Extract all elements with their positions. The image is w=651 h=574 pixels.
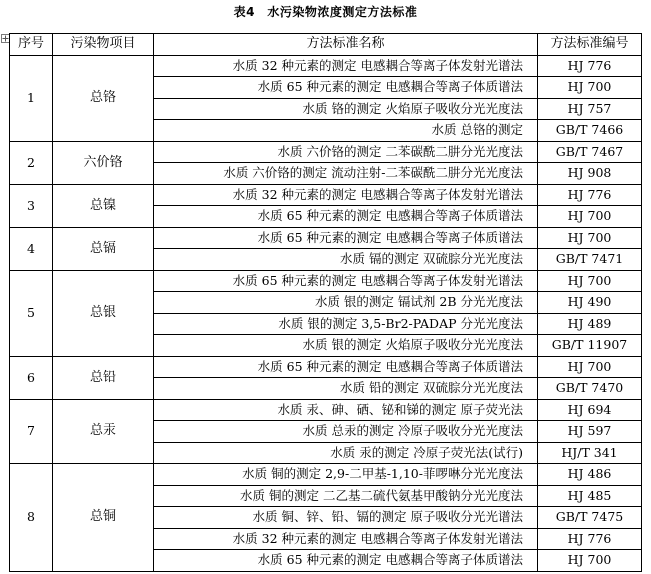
method-name-cell: 水质 铅的测定 双硫腙分光光度法: [154, 378, 538, 400]
method-name-cell: 水质 汞、砷、硒、铋和锑的测定 原子荧光法: [154, 399, 538, 421]
method-name-cell: 水质 65 种元素的测定 电感耦合等离子体质谱法: [154, 550, 538, 572]
method-name-cell: 水质 银的测定 火焰原子吸收分光光度法: [154, 335, 538, 357]
method-name-cell: 水质 银的测定 3,5-Br2-PADAP 分光光度法: [154, 313, 538, 335]
method-code-cell: HJ 485: [538, 485, 642, 507]
method-name-cell: 水质 65 种元素的测定 电感耦合等离子体质谱法: [154, 77, 538, 99]
pollutant-cell: 总铅: [53, 356, 154, 399]
method-code-cell: HJ 908: [538, 163, 642, 185]
table-row: [10, 356, 642, 378]
method-code-cell: HJ 486: [538, 464, 642, 486]
method-name-cell: 水质 银的测定 镉试剂 2B 分光光度法: [154, 292, 538, 314]
method-code-cell: HJ 489: [538, 313, 642, 335]
method-name-cell: 水质 镉的测定 双硫腙分光光度法: [154, 249, 538, 271]
method-code-cell: HJ 694: [538, 399, 642, 421]
pollutant-cell: 六价铬: [53, 141, 154, 184]
header-method-name: 方法标准名称: [154, 34, 538, 56]
table-row: [10, 227, 642, 249]
method-code-cell: HJ 776: [538, 184, 642, 206]
method-code-cell: HJ 776: [538, 55, 642, 77]
pollutant-cell: 总铜: [53, 464, 154, 572]
pollutant-cell: 总镍: [53, 184, 154, 227]
method-name-cell: 水质 总铬的测定: [154, 120, 538, 142]
method-name-cell: 水质 汞的测定 冷原子荧光法(试行): [154, 442, 538, 464]
method-code-cell: HJ 700: [538, 77, 642, 99]
method-code-cell: GB/T 7475: [538, 507, 642, 529]
pollutant-cell: 总汞: [53, 399, 154, 464]
method-code-cell: HJ 700: [538, 227, 642, 249]
method-code-cell: GB/T 7471: [538, 249, 642, 271]
table-row: [10, 399, 642, 421]
method-name-cell: 水质 铜的测定 2,9-二甲基-1,10-菲啰啉分光光度法: [154, 464, 538, 486]
seq-cell: 3: [10, 184, 53, 227]
method-code-cell: HJ 597: [538, 421, 642, 443]
seq-cell: 6: [10, 356, 53, 399]
method-code-cell: HJ 490: [538, 292, 642, 314]
pollutant-cell: 总银: [53, 270, 154, 356]
method-code-cell: HJ 700: [538, 550, 642, 572]
method-code-cell: HJ 700: [538, 206, 642, 228]
table-row: [10, 55, 642, 77]
method-code-cell: HJ 700: [538, 270, 642, 292]
method-code-cell: GB/T 7470: [538, 378, 642, 400]
method-name-cell: 水质 铬的测定 火焰原子吸收分光光度法: [154, 98, 538, 120]
method-name-cell: 水质 铜、锌、铅、镉的测定 原子吸收分光光谱法: [154, 507, 538, 529]
table-header-row: [10, 34, 642, 56]
header-seq: 序号: [10, 34, 53, 56]
method-name-cell: 水质 32 种元素的测定 电感耦合等离子体发射光谱法: [154, 528, 538, 550]
method-name-cell: 水质 六价铬的测定 二苯碳酰二肼分光光度法: [154, 141, 538, 163]
table-body: [10, 55, 642, 571]
method-name-cell: 水质 65 种元素的测定 电感耦合等离子体质谱法: [154, 227, 538, 249]
seq-cell: 4: [10, 227, 53, 270]
seq-cell: 1: [10, 55, 53, 141]
header-pollutant: 污染物项目: [53, 34, 154, 56]
pollutant-cell: 总铬: [53, 55, 154, 141]
pollutant-cell: 总镉: [53, 227, 154, 270]
method-name-cell: 水质 65 种元素的测定 电感耦合等离子体发射光谱法: [154, 270, 538, 292]
method-standards-table: [9, 33, 642, 572]
seq-cell: 8: [10, 464, 53, 572]
method-code-cell: GB/T 11907: [538, 335, 642, 357]
seq-cell: 7: [10, 399, 53, 464]
method-name-cell: 水质 65 种元素的测定 电感耦合等离子体质谱法: [154, 206, 538, 228]
method-name-cell: 水质 65 种元素的测定 电感耦合等离子体质谱法: [154, 356, 538, 378]
table-row: [10, 464, 642, 486]
seq-cell: 5: [10, 270, 53, 356]
table-row: [10, 184, 642, 206]
table-row: [10, 270, 642, 292]
method-code-cell: HJ 757: [538, 98, 642, 120]
table-row: [10, 141, 642, 163]
header-method-code: 方法标准编号: [538, 34, 642, 56]
method-name-cell: 水质 总汞的测定 冷原子吸收分光光度法: [154, 421, 538, 443]
method-name-cell: 水质 六价铬的测定 流动注射-二苯碳酰二肼分光光度法: [154, 163, 538, 185]
method-name-cell: 水质 铜的测定 二乙基二硫代氨基甲酸钠分光光度法: [154, 485, 538, 507]
method-name-cell: 水质 32 种元素的测定 电感耦合等离子体发射光谱法: [154, 55, 538, 77]
method-code-cell: GB/T 7466: [538, 120, 642, 142]
table-caption: 表4 水污染物浓度测定方法标准: [233, 5, 418, 19]
method-code-cell: HJ 700: [538, 356, 642, 378]
method-code-cell: GB/T 7467: [538, 141, 642, 163]
method-code-cell: HJ/T 341: [538, 442, 642, 464]
method-code-cell: HJ 776: [538, 528, 642, 550]
method-name-cell: 水质 32 种元素的测定 电感耦合等离子体发射光谱法: [154, 184, 538, 206]
seq-cell: 2: [10, 141, 53, 184]
